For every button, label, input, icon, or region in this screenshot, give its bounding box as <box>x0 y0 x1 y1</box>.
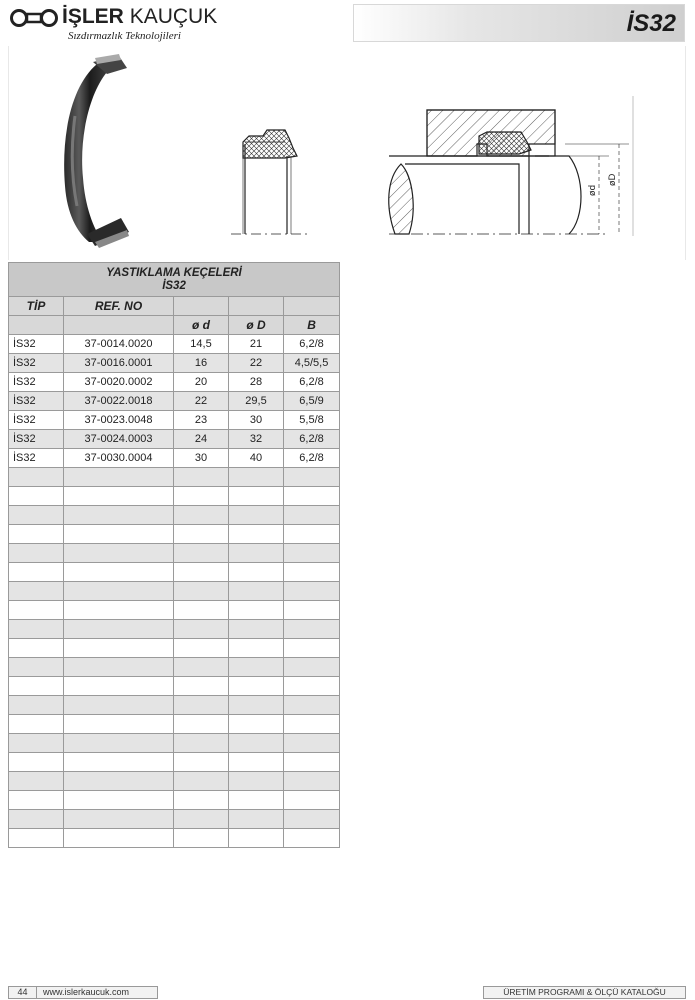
dim-large-diameter-label: øD <box>608 173 618 186</box>
cell-ref-no: 37-0016.0001 <box>64 354 174 373</box>
cell-outer-diameter <box>229 563 284 582</box>
cell-outer-diameter: 40 <box>229 449 284 468</box>
table-row <box>9 487 340 506</box>
cell-outer-diameter <box>229 506 284 525</box>
dim-small-diameter-label: ød <box>588 184 598 196</box>
cell-width <box>284 601 340 620</box>
cell-outer-diameter <box>229 582 284 601</box>
table-row <box>9 373 340 392</box>
cell-inner-diameter <box>174 468 229 487</box>
col-header-ref: REF. NO <box>64 297 174 316</box>
cell-ref-no <box>64 829 174 848</box>
table-row <box>9 715 340 734</box>
cell-tip: İS32 <box>9 411 64 430</box>
seal-3d-render <box>64 54 129 248</box>
table-row <box>9 696 340 715</box>
cell-ref-no: 37-0023.0048 <box>64 411 174 430</box>
cell-tip <box>9 658 64 677</box>
cell-outer-diameter <box>229 658 284 677</box>
cell-ref-no <box>64 677 174 696</box>
cell-ref-no <box>64 506 174 525</box>
cell-outer-diameter <box>229 639 284 658</box>
cell-tip <box>9 544 64 563</box>
cell-inner-diameter <box>174 772 229 791</box>
table-subheader-row <box>9 316 340 335</box>
cell-tip <box>9 791 64 810</box>
cell-width: 6,2/8 <box>284 335 340 354</box>
cell-outer-diameter <box>229 525 284 544</box>
cell-inner-diameter: 30 <box>174 449 229 468</box>
cell-inner-diameter <box>174 791 229 810</box>
cell-width <box>284 525 340 544</box>
installation-drawing <box>389 96 633 236</box>
cell-width <box>284 753 340 772</box>
cell-outer-diameter: 32 <box>229 430 284 449</box>
cell-outer-diameter <box>229 468 284 487</box>
cell-width: 4,5/5,5 <box>284 354 340 373</box>
table-row <box>9 639 340 658</box>
catalog-title: ÜRETİM PROGRAMI & ÖLÇÜ KATALOĞU <box>483 986 686 999</box>
table-row <box>9 734 340 753</box>
cell-inner-diameter <box>174 734 229 753</box>
table-row <box>9 620 340 639</box>
cell-width <box>284 582 340 601</box>
cell-tip: İS32 <box>9 449 64 468</box>
cell-ref-no <box>64 791 174 810</box>
col-header-spacer <box>229 297 284 316</box>
cell-tip <box>9 715 64 734</box>
cell-tip <box>9 734 64 753</box>
cell-outer-diameter <box>229 544 284 563</box>
cell-outer-diameter <box>229 734 284 753</box>
cell-tip: İS32 <box>9 335 64 354</box>
cell-width: 6,5/9 <box>284 392 340 411</box>
cell-width: 6,2/8 <box>284 449 340 468</box>
table-row <box>9 582 340 601</box>
cell-ref-no <box>64 639 174 658</box>
cell-inner-diameter: 14,5 <box>174 335 229 354</box>
cell-tip <box>9 639 64 658</box>
cell-inner-diameter <box>174 658 229 677</box>
brand-name-light: KAUÇUK <box>129 5 218 28</box>
cell-outer-diameter <box>229 753 284 772</box>
cell-tip <box>9 772 64 791</box>
page-number: 44 <box>9 987 37 998</box>
cell-tip <box>9 753 64 772</box>
cell-tip <box>9 829 64 848</box>
cell-ref-no <box>64 544 174 563</box>
cell-ref-no <box>64 582 174 601</box>
cell-width <box>284 810 340 829</box>
table-row <box>9 791 340 810</box>
cell-outer-diameter <box>229 677 284 696</box>
table-row <box>9 449 340 468</box>
cell-width <box>284 734 340 753</box>
cell-ref-no <box>64 810 174 829</box>
table-row <box>9 430 340 449</box>
cell-ref-no <box>64 468 174 487</box>
cell-width <box>284 696 340 715</box>
cell-outer-diameter: 22 <box>229 354 284 373</box>
seal-drawing <box>9 46 687 260</box>
cell-ref-no <box>64 734 174 753</box>
cell-outer-diameter: 21 <box>229 335 284 354</box>
table-body <box>9 335 340 848</box>
cell-inner-diameter <box>174 677 229 696</box>
table-row <box>9 392 340 411</box>
table-row <box>9 335 340 354</box>
col-subheader-spacer <box>9 316 64 335</box>
cell-width <box>284 620 340 639</box>
cell-inner-diameter <box>174 639 229 658</box>
table-row <box>9 354 340 373</box>
table-row <box>9 468 340 487</box>
cell-ref-no <box>64 696 174 715</box>
cell-width: 6,2/8 <box>284 373 340 392</box>
cell-inner-diameter <box>174 753 229 772</box>
cell-inner-diameter: 16 <box>174 354 229 373</box>
cell-tip: İS32 <box>9 354 64 373</box>
cell-width <box>284 487 340 506</box>
cell-width <box>284 677 340 696</box>
cell-tip <box>9 677 64 696</box>
cell-ref-no: 37-0020.0002 <box>64 373 174 392</box>
cell-width <box>284 468 340 487</box>
cell-ref-no: 37-0014.0020 <box>64 335 174 354</box>
cell-tip <box>9 601 64 620</box>
cell-outer-diameter <box>229 715 284 734</box>
cell-inner-diameter: 20 <box>174 373 229 392</box>
cell-tip: İS32 <box>9 392 64 411</box>
col-subheader-spacer <box>64 316 174 335</box>
cell-outer-diameter: 29,5 <box>229 392 284 411</box>
cell-outer-diameter <box>229 810 284 829</box>
col-header-inner-diameter: ø d <box>174 316 229 335</box>
cell-tip <box>9 620 64 639</box>
col-header-tip: TİP <box>9 297 64 316</box>
cell-outer-diameter <box>229 791 284 810</box>
table-row <box>9 677 340 696</box>
cell-width <box>284 639 340 658</box>
cell-width <box>284 772 340 791</box>
cell-ref-no <box>64 753 174 772</box>
product-code: İS32 <box>626 10 676 37</box>
table-title-line1: YASTIKLAMA KEÇELERİ <box>106 266 242 279</box>
cell-outer-diameter: 28 <box>229 373 284 392</box>
cell-width: 6,2/8 <box>284 430 340 449</box>
cell-ref-no: 37-0022.0018 <box>64 392 174 411</box>
col-header-outer-diameter: ø D <box>229 316 284 335</box>
cell-inner-diameter: 23 <box>174 411 229 430</box>
cell-width <box>284 791 340 810</box>
table-row <box>9 829 340 848</box>
cell-tip <box>9 525 64 544</box>
cell-inner-diameter: 24 <box>174 430 229 449</box>
cell-outer-diameter <box>229 829 284 848</box>
table-row <box>9 506 340 525</box>
table-row <box>9 658 340 677</box>
cell-ref-no: 37-0030.0004 <box>64 449 174 468</box>
cell-width <box>284 658 340 677</box>
cell-inner-diameter <box>174 506 229 525</box>
cell-inner-diameter <box>174 544 229 563</box>
cell-outer-diameter <box>229 772 284 791</box>
cell-width <box>284 829 340 848</box>
cell-tip: İS32 <box>9 430 64 449</box>
cell-width <box>284 715 340 734</box>
cell-tip <box>9 582 64 601</box>
table-title <box>9 263 340 297</box>
table-row <box>9 525 340 544</box>
cell-outer-diameter: 30 <box>229 411 284 430</box>
footer-left <box>8 986 158 999</box>
cell-inner-diameter <box>174 487 229 506</box>
product-code-banner <box>353 4 685 42</box>
col-header-width: B <box>284 316 340 335</box>
cell-width <box>284 544 340 563</box>
table-row <box>9 810 340 829</box>
cell-inner-diameter <box>174 696 229 715</box>
table-row <box>9 601 340 620</box>
cell-ref-no <box>64 772 174 791</box>
cell-width <box>284 563 340 582</box>
cell-outer-diameter <box>229 487 284 506</box>
table-row <box>9 411 340 430</box>
company-logo <box>10 4 218 44</box>
cell-outer-diameter <box>229 696 284 715</box>
cell-outer-diameter <box>229 601 284 620</box>
product-table <box>8 262 340 848</box>
seal-cross-section <box>231 130 309 234</box>
cell-inner-diameter <box>174 810 229 829</box>
brand-tagline: Sızdırmazlık Teknolojileri <box>68 30 181 42</box>
cell-tip <box>9 487 64 506</box>
cell-tip <box>9 696 64 715</box>
cell-ref-no <box>64 658 174 677</box>
cell-ref-no <box>64 620 174 639</box>
table-row <box>9 753 340 772</box>
table-row <box>9 544 340 563</box>
seal-logo-icon <box>10 8 58 28</box>
cell-ref-no <box>64 601 174 620</box>
cell-tip <box>9 506 64 525</box>
cell-inner-diameter <box>174 563 229 582</box>
table-title-line2: İS32 <box>162 279 186 292</box>
cell-tip <box>9 810 64 829</box>
cell-tip: İS32 <box>9 373 64 392</box>
cell-inner-diameter <box>174 601 229 620</box>
cell-inner-diameter <box>174 525 229 544</box>
table-row <box>9 563 340 582</box>
cell-ref-no <box>64 715 174 734</box>
cell-inner-diameter <box>174 620 229 639</box>
cell-ref-no <box>64 563 174 582</box>
table-row <box>9 772 340 791</box>
table-title-row <box>9 263 340 297</box>
cell-inner-diameter <box>174 582 229 601</box>
cell-width <box>284 506 340 525</box>
cell-ref-no <box>64 487 174 506</box>
technical-drawing-panel <box>8 46 686 260</box>
cell-inner-diameter: 22 <box>174 392 229 411</box>
cell-inner-diameter <box>174 715 229 734</box>
cell-inner-diameter <box>174 829 229 848</box>
table-header-row <box>9 297 340 316</box>
cell-width: 5,5/8 <box>284 411 340 430</box>
cell-ref-no <box>64 525 174 544</box>
brand-name <box>62 5 217 29</box>
brand-name-bold: İŞLER <box>62 5 124 28</box>
cell-tip <box>9 563 64 582</box>
cell-outer-diameter <box>229 620 284 639</box>
col-header-spacer <box>174 297 229 316</box>
cell-ref-no: 37-0024.0003 <box>64 430 174 449</box>
col-header-spacer <box>284 297 340 316</box>
website-link[interactable]: www.islerkaucuk.com <box>43 987 130 997</box>
cell-tip <box>9 468 64 487</box>
